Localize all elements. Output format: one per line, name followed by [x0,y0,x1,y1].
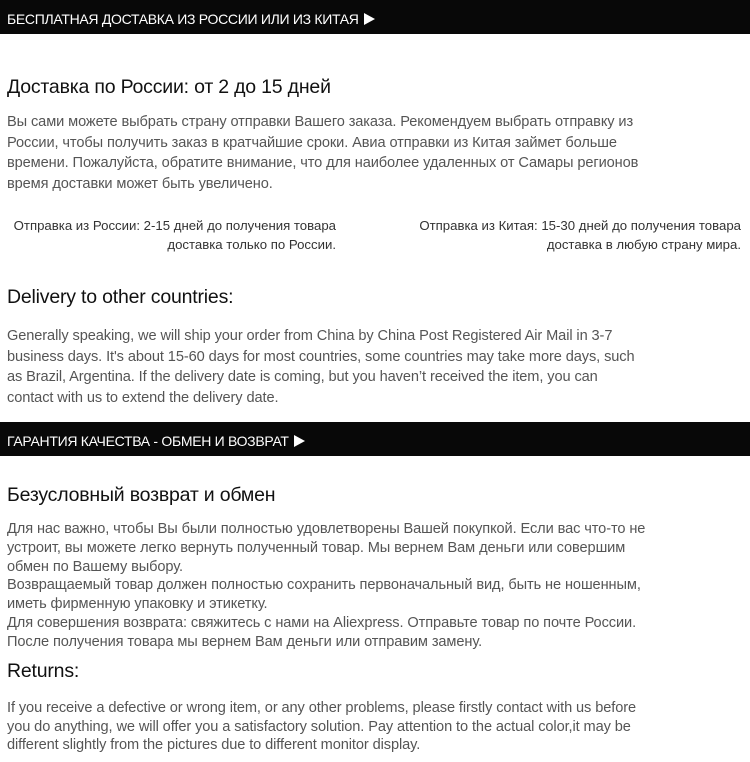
paragraph-line: as Brazil, Argentina. If the delivery date is coming, but you haven’t received the item, you can [7,369,598,385]
paragraph-line: Возвращаемый товар должен полностью сохранить первоначальный вид, быть не ношенным, [7,577,641,594]
paragraph-line: России, чтобы получить заказ в кратчайшие сроки. Авиа отправки из Китая займет больше [7,134,617,151]
paragraph-line: времени. Пожалуйста, обратите внимание, что для наиболее удаленных от Самары регионов [7,155,639,171]
russia-delivery-heading: Доставка по России: от 2 до 15 дней [7,76,331,98]
paragraph-line: you do anything, we will offer you a satisfactory solution. Pay attention to the actual color,it may be [7,718,631,735]
international-heading: Delivery to other countries: [7,286,234,308]
shipping-banner-title: БЕСПЛАТНАЯ ДОСТАВКА ИЗ РОССИИ ИЛИ ИЗ КИТАЯ [7,11,359,27]
paragraph-line: If you receive a defective or wrong item, or any other problems, please firstly contact with us before [7,700,636,716]
ship-option-russia [4,216,336,254]
paragraph-line: Для нас важно, чтобы Вы были полностью удовлетворены Вашей покупкой. Если вас что-то не [7,521,646,537]
play-triangle-icon [364,13,375,25]
ship-option-line: доставка в любую страну мира. [546,237,741,252]
guarantee-banner-title: ГАРАНТИЯ КАЧЕСТВА - ОБМЕН И ВОЗВРАТ [7,433,289,449]
paragraph-line: business days. It's about 15-60 days for most countries, some countries may take more days, such [7,348,635,365]
paragraph-line: Вы сами можете выбрать страну отправки Вашего заказа. Рекомендуем выбрать отправку из [7,114,634,130]
exchange-heading: Безусловный возврат и обмен [7,484,276,506]
ship-option-line: Отправка из России: 2-15 дней до получения товара [13,218,336,233]
paragraph-line: время доставки может быть увеличено. [7,175,273,192]
returns-paragraph [7,699,750,755]
paragraph-line: Для совершения возврата: свяжитесь с нами на Aliexpress. Отправьте товар по почте России. [7,614,637,631]
paragraph-line: Generally speaking, we will ship your order from China by China Post Registered Air Mail in 3-7 [7,328,613,344]
paragraph-line: different slightly from the pictures due to different monitor display. [7,737,421,753]
paragraph-line: иметь фирменную упаковку и этикетку. [7,596,268,613]
ship-option-china [384,216,741,254]
paragraph-line: обмен по Вашему выбору. [7,558,183,575]
shipping-banner [0,0,750,34]
paragraph-line: устроит, вы можете легко вернуть полученный товар. Мы вернем Вам деньги или совершим [7,539,626,556]
returns-heading: Returns: [7,660,80,682]
paragraph-line: После получения товара мы вернем Вам деньги или отправим замену. [7,633,483,650]
play-triangle-icon [294,435,305,447]
exchange-paragraph [7,520,750,652]
international-paragraph [7,326,750,408]
ship-option-line: Отправка из Китая: 15-30 дней до получения товара [419,218,741,233]
guarantee-banner [0,422,750,456]
ship-option-line: доставка только по России. [167,237,336,252]
russia-delivery-paragraph [7,112,750,194]
paragraph-line: contact with us to extend the delivery date. [7,389,279,406]
